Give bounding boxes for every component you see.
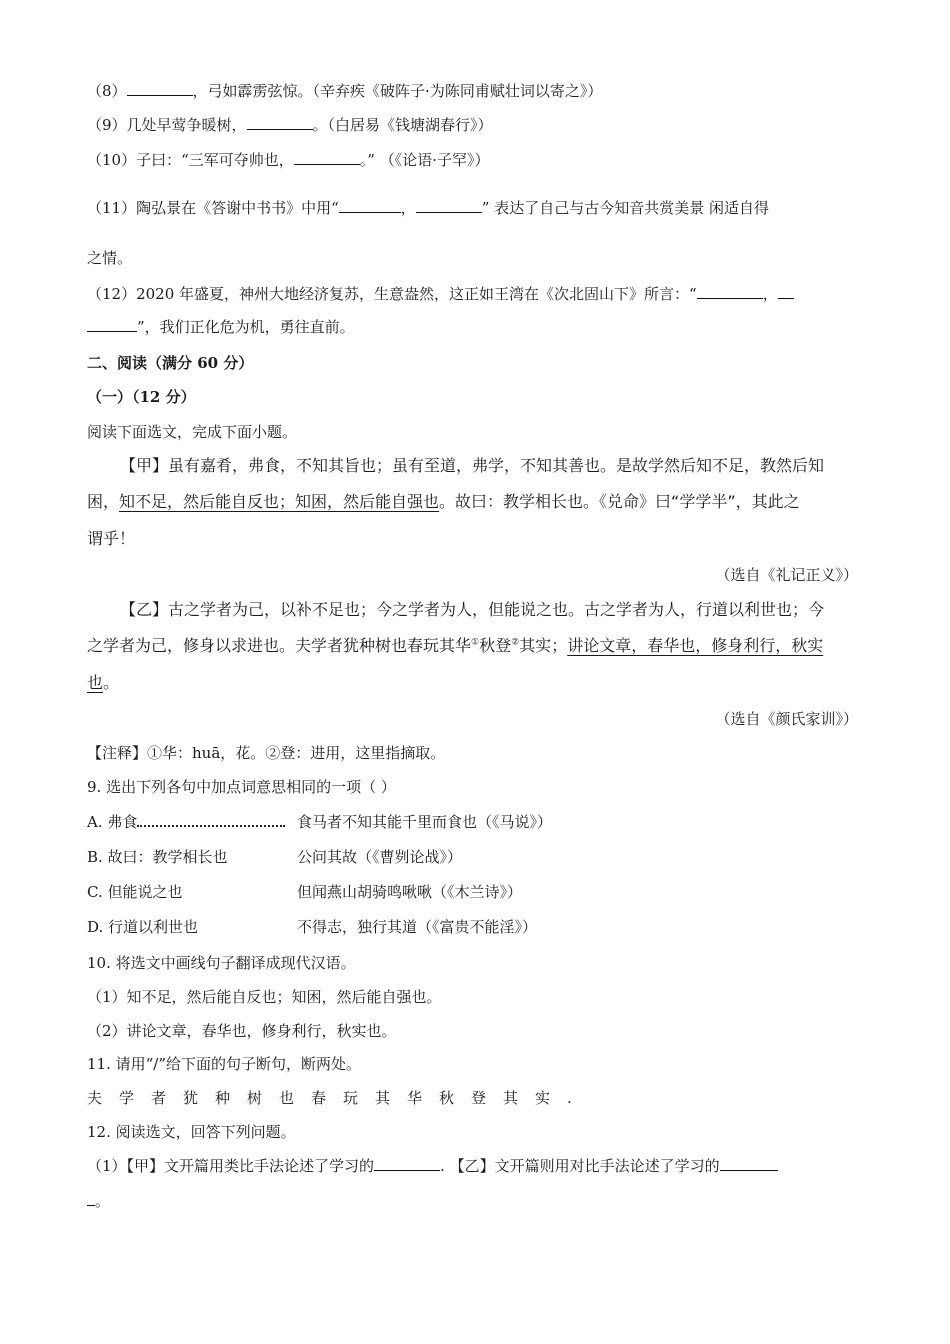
- passage-text: 。故曰：教学相长也。《兑命》曰“学学半”，其此之: [439, 492, 800, 511]
- answer-blank[interactable]: [339, 198, 401, 213]
- question-text: . 【乙】文开篇则用对比手法论述了学习的: [440, 1157, 720, 1175]
- passage-yi-line: [87, 635, 858, 657]
- question-text: （9）几处早莺争暖树，: [87, 116, 247, 134]
- answer-blank[interactable]: [294, 150, 360, 165]
- subsection-title: （一）（12 分）: [87, 388, 196, 406]
- underlined-sentence: 也: [87, 673, 104, 692]
- question-10-sub2: （2）讲论文章，春华也，修身利行，秋实也。: [87, 1022, 397, 1040]
- question-text: ”，我们正化危为机，勇往直前。: [137, 318, 355, 336]
- question-12-sub1: [87, 1155, 858, 1177]
- answer-blank[interactable]: [720, 1156, 778, 1171]
- section-title: 二、阅读（满分 60 分）: [87, 354, 254, 372]
- answer-blank[interactable]: [778, 284, 794, 299]
- fill-question-10: [87, 149, 858, 171]
- reading-intro: 阅读下面选文，完成下面小题。: [87, 423, 298, 441]
- option-right: 但闻燕山胡骑鸣啾啾（《木兰诗》）: [297, 883, 523, 901]
- question-12-stem: 12. 阅读选文，回答下列问题。: [87, 1123, 296, 1141]
- option-right: 食马者不知其能千里而食也（《马说》）: [297, 813, 553, 831]
- comma: ，: [400, 199, 416, 217]
- dotted-emphasis: [137, 813, 285, 827]
- footnote-marker: ①: [471, 637, 480, 648]
- question-10-stem: 10. 将选文中画线句子翻译成现代汉语。: [87, 954, 356, 972]
- option-left: C. 但能说之也: [87, 883, 183, 901]
- passage-jia-line: 谓乎！: [87, 529, 136, 548]
- fill-question-12-cont: [87, 316, 858, 338]
- question-text: 之情。: [87, 249, 133, 267]
- question-text: （1）【甲】文开篇用类比手法论述了学习的: [87, 1157, 375, 1175]
- option-left: D. 行道以利世也: [87, 918, 199, 936]
- passage-yi-source: （选自《颜氏家训》）: [715, 710, 858, 728]
- question-text: （12）2020 年盛夏，神州大地经济复苏，生意盎然，这正如王湾在《次北固山下》所言：“: [87, 285, 697, 303]
- question-11-stem: 11. 请用“/”给下面的句子断句，断两处。: [87, 1055, 362, 1073]
- question-10-sub1: （1）知不足，然后能自反也；知困，然后能自强也。: [87, 988, 442, 1006]
- option-b[interactable]: [87, 846, 858, 868]
- answer-blank[interactable]: [87, 1191, 95, 1206]
- annotation-note: 【注释】①华：huā，花。②登：进用，这里指摘取。: [87, 744, 446, 762]
- fill-question-12: [87, 283, 858, 305]
- passage-text: 困，: [87, 492, 120, 511]
- question-text: ，弓如霹雳弦惊。（辛弃疾《破阵子·为陈同甫赋壮词以寄之》）: [192, 82, 603, 100]
- passage-text: 秋登: [479, 636, 512, 655]
- passage-text: 之学者为己，修身以求进也。夫学者犹种树也春玩其华: [87, 636, 472, 655]
- passage-text: 其实；: [519, 636, 568, 655]
- fill-question-9: [87, 114, 858, 136]
- comma: ，: [762, 285, 778, 303]
- footnote-marker: ②: [511, 637, 520, 648]
- passage-jia-line: [87, 491, 858, 513]
- question-text: 。” （《论语·子罕》）: [359, 151, 490, 169]
- question-text: （11）陶弘景在《答谢中书书》中用“: [87, 199, 339, 217]
- question-text: （10）子曰：“三军可夺帅也，: [87, 151, 294, 169]
- fill-question-11-cont: [87, 247, 858, 269]
- option-left: B. 故曰：教学相长也: [87, 848, 228, 866]
- underlined-sentence: 知不足，然后能自反也；知困，然后能自强也: [119, 492, 440, 511]
- underlined-sentence: 讲论文章，春华也，修身利行，秋实: [567, 636, 824, 655]
- answer-blank[interactable]: [127, 81, 193, 96]
- passage-yi-line: 【乙】古之学者为己，以补不足也；今之学者为人，但能说之也。古之学者为人，行道以利世也；今: [120, 600, 825, 619]
- fill-question-11: [87, 197, 858, 219]
- question-text: ” 表达了自己与古今知音共赏美景 闲适自得: [481, 199, 769, 217]
- option-a[interactable]: [87, 811, 858, 833]
- answer-blank[interactable]: [87, 317, 137, 332]
- answer-blank[interactable]: [247, 115, 313, 130]
- passage-jia-source: （选自《礼记正义》）: [715, 566, 858, 584]
- answer-blank[interactable]: [416, 198, 482, 213]
- question-text: 。: [95, 1192, 111, 1210]
- fill-question-8: [87, 80, 858, 102]
- passage-text: 。: [103, 673, 120, 692]
- passage-jia-line: 【甲】虽有嘉肴，弗食，不知其旨也；虽有至道，弗学，不知其善也。是故学然后知不足，教然后知: [120, 456, 825, 475]
- question-9-stem: 9. 选出下列各句中加点词意思相同的一项（ ）: [87, 778, 396, 796]
- answer-blank[interactable]: [374, 1156, 440, 1171]
- answer-blank[interactable]: [697, 284, 763, 299]
- option-right: 公问其故（《曹刿论战》）: [297, 848, 463, 866]
- question-12-sub1-cont: [87, 1190, 858, 1212]
- option-d[interactable]: [87, 916, 858, 938]
- question-number: （8）: [87, 82, 127, 100]
- option-left: A. 弗食: [87, 813, 138, 831]
- option-c[interactable]: [87, 881, 858, 903]
- question-11-sentence: 夫学者犹种树也春玩其华秋登其实.: [87, 1089, 589, 1107]
- question-text: 。（白居易《钱塘湖春行》）: [312, 116, 493, 134]
- passage-yi-line: [87, 672, 858, 694]
- option-right: 不得志，独行其道（《富贵不能淫》）: [297, 918, 538, 936]
